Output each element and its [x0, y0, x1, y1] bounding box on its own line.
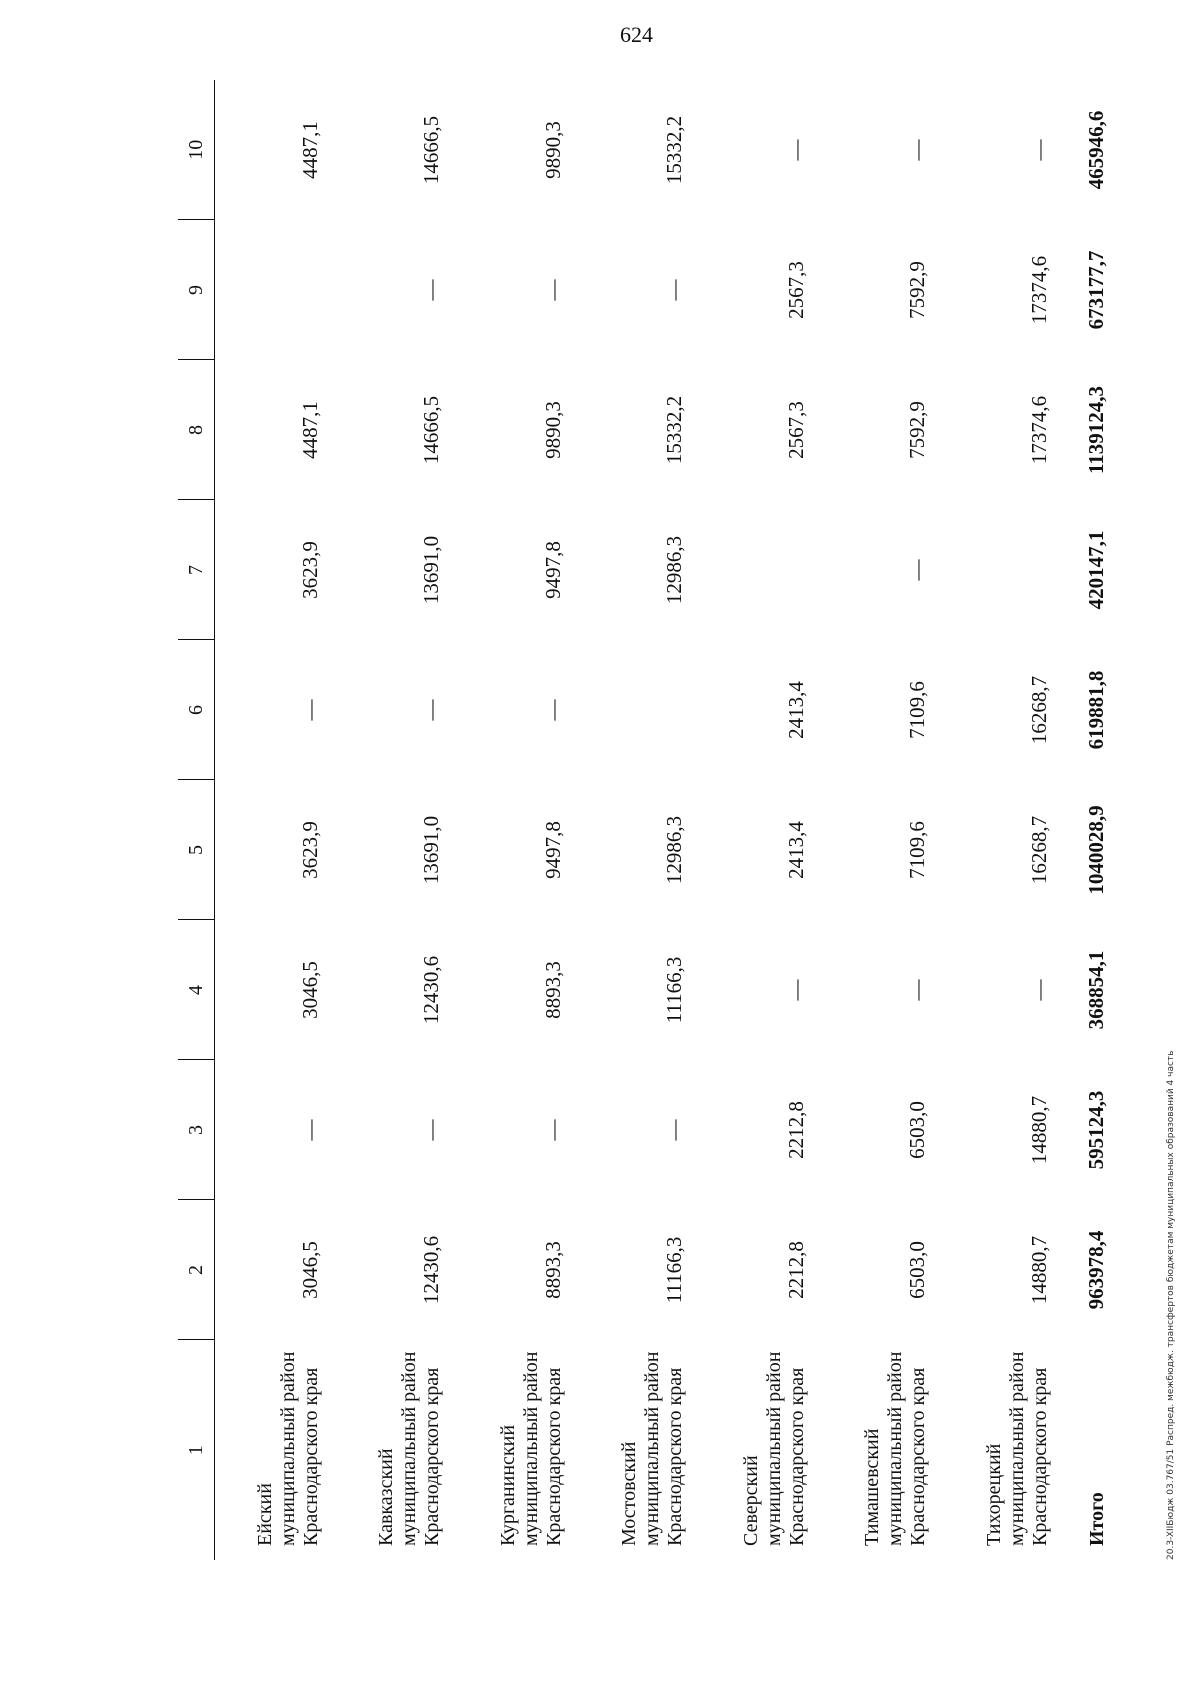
col-header: 9: [178, 220, 215, 360]
table-row: [944, 80, 1066, 1560]
table-cell: 9497,8: [540, 821, 565, 879]
col-header: 2: [178, 1200, 215, 1340]
table-cell: 12430,6: [419, 1235, 444, 1305]
table-cell: 13691,0: [419, 815, 444, 885]
table-cell: 9890,3: [540, 401, 565, 459]
rotated-table-wrapper: [178, 80, 1123, 1560]
district-name: Курганинский муниципальный район Краснодарского края: [496, 1351, 565, 1546]
table-cell: 2212,8: [783, 1241, 808, 1299]
budget-table: [178, 80, 1123, 1560]
table-cell: 6503,0: [905, 1101, 930, 1159]
total-cell: 619881,8: [1084, 670, 1108, 750]
table-cell: 15332,2: [662, 115, 687, 185]
table-cell: —: [540, 279, 565, 301]
table-row: [701, 80, 823, 1560]
table-cell: 12430,6: [419, 955, 444, 1025]
table-row: [580, 80, 702, 1560]
table-cell: 3623,9: [297, 821, 322, 879]
table-cell: —: [905, 559, 930, 581]
table-cell: 7592,9: [905, 401, 930, 459]
total-row: [1066, 80, 1123, 1560]
total-cell: 595124,3: [1084, 1090, 1108, 1170]
table-cell: [944, 500, 1066, 640]
table-cell: 3623,9: [297, 541, 322, 599]
table-cell: —: [419, 1119, 444, 1141]
table-cell: 12986,3: [662, 815, 687, 885]
table-cell: 2567,3: [783, 261, 808, 319]
table-cell: 14880,7: [1026, 1095, 1051, 1165]
table-row: [823, 80, 945, 1560]
total-cell: 673177,7: [1084, 250, 1108, 330]
table-cell: —: [297, 1119, 322, 1141]
table-cell: 4487,1: [297, 121, 322, 179]
table-cell: 7109,6: [905, 681, 930, 739]
total-cell: 963978,4: [1084, 1230, 1108, 1310]
footer-note: 20.3-XIIБюдж 03.767/51 Распред. межбюдж. трансфертов бюджетам муниципальных образований 4 часть: [1166, 1050, 1176, 1560]
table-cell: 9890,3: [540, 121, 565, 179]
total-cell: 465946,6: [1084, 110, 1108, 190]
total-label: Итого: [1086, 1492, 1108, 1546]
table-cell: 13691,0: [419, 535, 444, 605]
district-name: Тимашевский муниципальный район Краснодарского края: [861, 1351, 930, 1546]
table-cell: 12986,3: [662, 535, 687, 605]
table-cell: 17374,6: [1026, 395, 1051, 465]
table-cell: 6503,0: [905, 1241, 930, 1299]
table-cell: 15332,2: [662, 395, 687, 465]
table-cell: 9497,8: [540, 541, 565, 599]
table-cell: 11166,3: [662, 1236, 687, 1304]
table-cell: —: [1026, 979, 1051, 1001]
table-cell: 2413,4: [783, 681, 808, 739]
total-cell: 1139124,3: [1084, 385, 1108, 475]
table-cell: —: [662, 1119, 687, 1141]
table-cell: —: [783, 139, 808, 161]
header-row: [178, 80, 215, 1560]
col-header: 1: [178, 1340, 215, 1560]
table-cell: 2413,4: [783, 821, 808, 879]
table-cell: —: [1026, 139, 1051, 161]
district-name: Мостовский муниципальный район Краснодарского края: [618, 1351, 687, 1546]
col-header: 10: [178, 80, 215, 220]
table-row: [215, 80, 337, 1560]
table-cell: [701, 500, 823, 640]
table-cell: 7109,6: [905, 821, 930, 879]
total-cell: 368854,1: [1084, 950, 1108, 1030]
table-cell: —: [297, 699, 322, 721]
district-name: Кавказский муниципальный район Краснодарского края: [375, 1351, 444, 1546]
table-cell: —: [540, 1119, 565, 1141]
table-cell: 2212,8: [783, 1101, 808, 1159]
total-cell: 420147,1: [1084, 530, 1108, 610]
table-cell: 7592,9: [905, 261, 930, 319]
table-cell: 16268,7: [1026, 815, 1051, 885]
table-cell: —: [419, 699, 444, 721]
table-cell: 3046,5: [297, 961, 322, 1019]
table-cell: —: [905, 979, 930, 1001]
table-cell: 3046,5: [297, 1241, 322, 1299]
table-cell: 14666,5: [419, 395, 444, 465]
table-row: [458, 80, 580, 1560]
col-header: 6: [178, 640, 215, 780]
table-cell: 2567,3: [783, 401, 808, 459]
table-cell: 14666,5: [419, 115, 444, 185]
col-header: 5: [178, 780, 215, 920]
table-cell: 17374,6: [1026, 255, 1051, 325]
table-cell: 14880,7: [1026, 1235, 1051, 1305]
table-cell: —: [419, 279, 444, 301]
page-number: 624: [620, 22, 653, 47]
col-header: 8: [178, 360, 215, 500]
table-cell: —: [905, 139, 930, 161]
table-cell: 8893,3: [540, 1241, 565, 1299]
table-cell: —: [662, 279, 687, 301]
table-cell: 8893,3: [540, 961, 565, 1019]
table-cell: 4487,1: [297, 401, 322, 459]
table-cell: [580, 640, 702, 780]
table-cell: —: [540, 699, 565, 721]
district-name: Северский муниципальный район Краснодарского края: [739, 1351, 808, 1546]
district-name: Ейский муниципальный район Краснодарского края: [253, 1351, 322, 1546]
table-row: [337, 80, 459, 1560]
table-cell: 11166,3: [662, 956, 687, 1024]
col-header: 7: [178, 500, 215, 640]
table-cell: 16268,7: [1026, 675, 1051, 745]
table-cell: [215, 220, 337, 360]
col-header: 3: [178, 1060, 215, 1200]
district-name: Тихорецкий муниципальный район Краснодарского края: [982, 1351, 1051, 1546]
total-cell: 1040028,9: [1084, 805, 1108, 895]
col-header: 4: [178, 920, 215, 1060]
table-cell: —: [783, 979, 808, 1001]
